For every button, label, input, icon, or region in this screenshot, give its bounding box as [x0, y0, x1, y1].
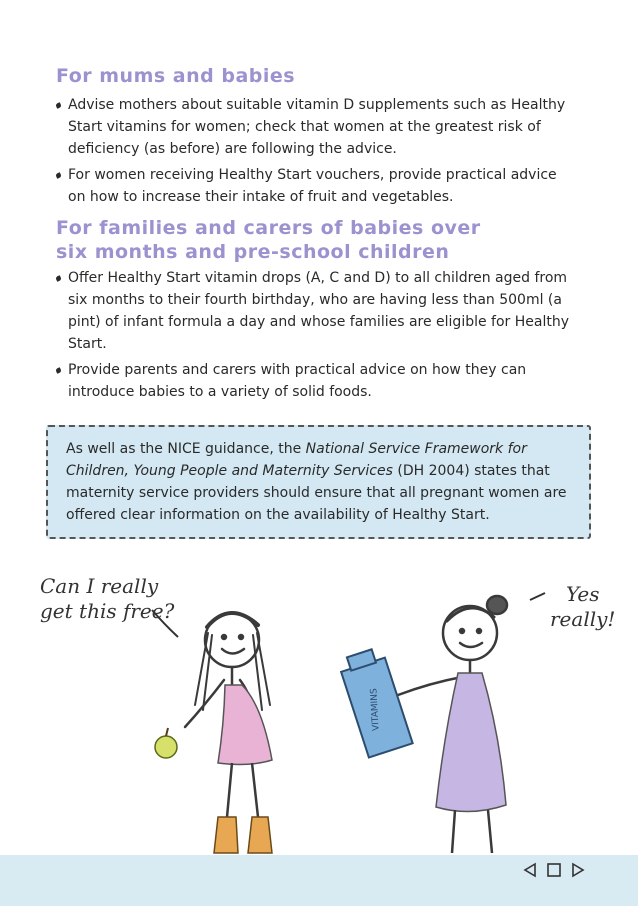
list-item — [56, 164, 576, 208]
speech-left-line: get this free? — [40, 599, 175, 623]
bullet-icon — [55, 172, 62, 179]
list-item — [56, 359, 576, 403]
list-item — [56, 267, 576, 355]
heading-line: For families and carers of babies over — [56, 217, 481, 239]
prev-page-icon[interactable] — [522, 862, 538, 878]
speech-left-line: Can I really — [40, 574, 159, 598]
woman-right-dress — [436, 673, 506, 812]
speech-pointer-right — [530, 593, 545, 600]
girl-left-legs — [227, 763, 258, 817]
woman-right-legs — [452, 810, 492, 853]
speech-right — [550, 582, 615, 632]
bullet-icon — [55, 275, 62, 282]
vitamins-box-icon — [337, 646, 412, 757]
nsf-note-box — [46, 425, 591, 539]
heading-line: six months and pre-school children — [56, 241, 450, 263]
bullet-text: Advise mothers about suitable vitamin D supplements such as Healthy Start vitamins for women; check that women at the greatest risk of deficiency (as before) are following the advice. — [68, 97, 566, 157]
bullet-text: For women receiving Healthy Start vouchers, provide practical advice on how to increase their intake of fruit and vegetables. — [68, 167, 557, 205]
bullet-list-mums — [56, 94, 576, 212]
speech-right-line: Yes — [565, 582, 600, 606]
bullet-icon — [55, 102, 62, 109]
footer-bar — [0, 855, 638, 906]
bullet-text: Offer Healthy Start vitamin drops (A, C and D) to all children aged from six months to their fourth birthday, who are having less than 500ml (a pint) of infant formula a day and whose families are eligible for Healthy Start. — [68, 270, 570, 352]
heading-families-carers — [56, 216, 481, 264]
speech-right-line: really! — [550, 607, 616, 631]
bullet-text: Provide parents and carers with practical advice on how they can introduce babies to a variety of solid foods. — [68, 362, 527, 400]
bullet-icon — [55, 367, 62, 374]
next-page-icon[interactable] — [570, 862, 586, 878]
girl-left-boot-left — [214, 817, 238, 853]
note-text: As well as the NICE guidance, the — [66, 441, 306, 457]
bullet-list-families — [56, 267, 576, 407]
vitamins-label: VITAMINS — [369, 687, 382, 732]
girl-left-boot-right — [248, 817, 272, 853]
note-text: (DH 2004) states that maternity service providers should ensure that all pregnant women are offered clear information on the availability of Healthy Start. — [66, 463, 567, 523]
home-page-icon[interactable] — [546, 862, 562, 878]
apple-icon — [155, 736, 177, 758]
speech-left — [40, 574, 174, 624]
list-item — [56, 94, 576, 160]
heading-mums-babies: For mums and babies — [56, 65, 296, 87]
girl-left-dress — [218, 685, 272, 764]
apple-stem-icon — [166, 728, 168, 736]
note-document-title: National Service Framework for Children, Young People and Maternity Services — [66, 441, 527, 479]
